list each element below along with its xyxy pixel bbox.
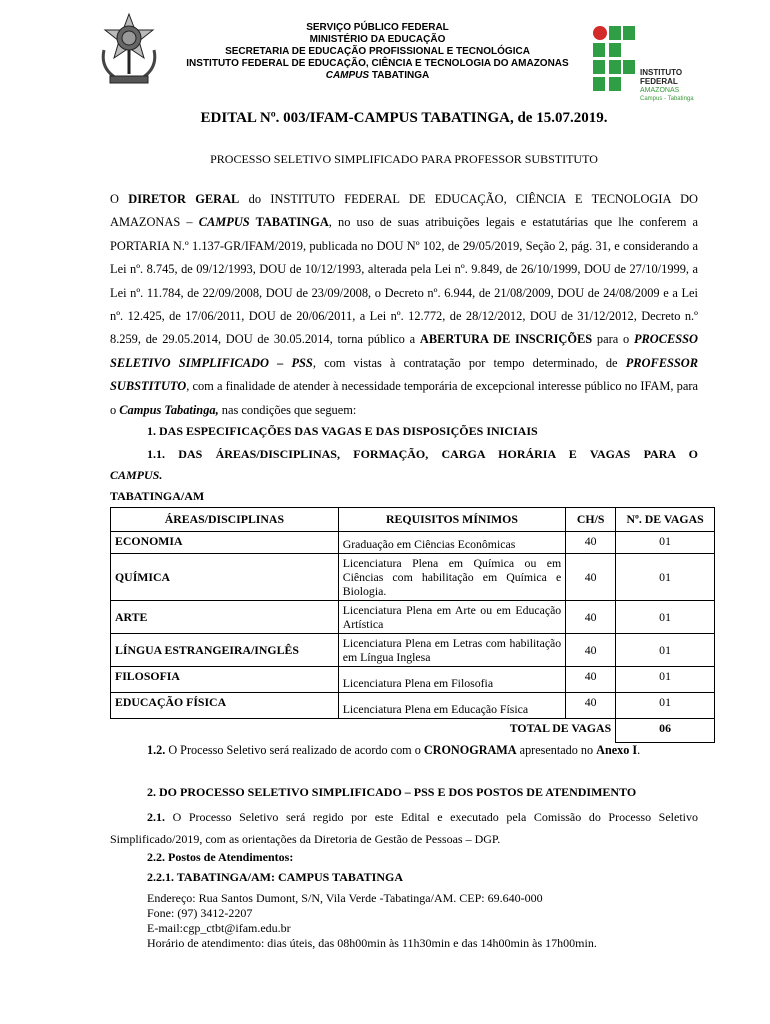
table-row bbox=[111, 667, 715, 693]
table-header: CH/S bbox=[566, 508, 616, 532]
table-cell-vagas: 01 bbox=[616, 693, 715, 719]
table-cell-vagas: 01 bbox=[616, 634, 715, 667]
table-header: ÁREAS/DISCIPLINAS bbox=[111, 508, 339, 532]
table-row bbox=[111, 634, 715, 667]
table-cell-vagas: 01 bbox=[616, 667, 715, 693]
table-cell-area: ARTE bbox=[111, 601, 339, 634]
table-row bbox=[111, 554, 715, 601]
table-cell-ch: 40 bbox=[566, 554, 616, 601]
item-2-2: 2.2. Postos de Atendimentos: bbox=[147, 850, 294, 864]
section2-heading: 2. DO PROCESSO SELETIVO SIMPLIFICADO – PSS E DOS POSTOS DE ATENDIMENTO bbox=[147, 785, 637, 799]
item-2-1: 2.1. O Processo Seletivo será regido por este Edital e executado pela Comissão do Processo Seletivo Simplificado/2019, com as orientações da Diretoria de Gestão de Pessoas – DGP. bbox=[110, 810, 698, 846]
table-header: REQUISITOS MÍNIMOS bbox=[338, 508, 566, 532]
logo-line2: AMAZONAS bbox=[640, 87, 680, 94]
table-cell-req: Licenciatura Plena em Educação Física bbox=[338, 693, 566, 719]
section1-sub11-campus: CAMPUS. bbox=[110, 468, 163, 482]
table-row bbox=[111, 601, 715, 634]
item-2-2-1: 2.2.1. TABATINGA/AM: CAMPUS TABATINGA bbox=[147, 870, 404, 884]
table-cell-vagas: 01 bbox=[616, 532, 715, 554]
vagas-table bbox=[110, 507, 715, 743]
table-cell-ch: 40 bbox=[566, 693, 616, 719]
table-cell-req: Licenciatura Plena em Arte ou em Educação Artística bbox=[338, 601, 566, 634]
header-line: MINISTÉRIO DA EDUCAÇÃO bbox=[309, 34, 446, 45]
header-line: SECRETARIA DE EDUCAÇÃO PROFISSIONAL E TECNOLÓGICA bbox=[225, 46, 530, 57]
section1-sub11: 1.1. DAS ÁREAS/DISCIPLINAS, FORMAÇÃO, CARGA HORÁRIA E VAGAS PARA O bbox=[147, 447, 698, 461]
table-cell-vagas: 01 bbox=[616, 554, 715, 601]
table-cell-vagas: 01 bbox=[616, 601, 715, 634]
table-cell-area: EDUCAÇÃO FÍSICA bbox=[111, 693, 339, 719]
table-cell-area: QUÍMICA bbox=[111, 554, 339, 601]
table-total-value: 06 bbox=[616, 719, 715, 743]
email-link[interactable]: E-mail:cgp_ctbt@ifam.edu.br bbox=[147, 921, 291, 935]
table-row bbox=[111, 693, 715, 719]
address: Endereço: Rua Santos Dumont, S/N, Vila Verde -Tabatinga/AM. CEP: 69.640-000 bbox=[147, 891, 543, 905]
table-total-label: TOTAL DE VAGAS bbox=[111, 719, 616, 743]
table-cell-req: Licenciatura Plena em Letras com habilitação em Língua Inglesa bbox=[338, 634, 566, 667]
if-logo-icon bbox=[592, 24, 636, 94]
header-line: SERVIÇO PÚBLICO FEDERAL bbox=[306, 22, 449, 33]
table-cell-area: ECONOMIA bbox=[111, 532, 339, 554]
table-cell-req: Licenciatura Plena em Química ou em Ciências com habilitação em Química e Biologia. bbox=[338, 554, 566, 601]
if-logo bbox=[592, 24, 722, 102]
header-line: INSTITUTO FEDERAL DE EDUCAÇÃO, CIÊNCIA E TECNOLOGIA DO AMAZONAS bbox=[186, 58, 569, 69]
header-campus-line: CAMPUS TABATINGA bbox=[325, 70, 430, 81]
table-cell-ch: 40 bbox=[566, 667, 616, 693]
contact-block bbox=[147, 891, 597, 951]
table-cell-area: LÍNGUA ESTRANGEIRA/INGLÊS bbox=[111, 634, 339, 667]
table-cell-ch: 40 bbox=[566, 634, 616, 667]
document-title: EDITAL Nº. 003/IFAM-CAMPUS TABATINGA, de 15.07.2019. bbox=[200, 110, 608, 126]
section1-location: TABATINGA/AM bbox=[110, 489, 205, 503]
logo-line1: INSTITUTO FEDERAL bbox=[640, 68, 683, 86]
document-subtitle: PROCESSO SELETIVO SIMPLIFICADO PARA PROFESSOR SUBSTITUTO bbox=[210, 152, 598, 166]
item-1-2: 1.2. O Processo Seletivo será realizado de acordo com o CRONOGRAMA apresentado no Anexo I. bbox=[147, 743, 641, 757]
section1-heading: 1. DAS ESPECIFICAÇÕES DAS VAGAS E DAS DISPOSIÇÕES INICIAIS bbox=[147, 424, 538, 438]
table-cell-req: Licenciatura Plena em Filosofia bbox=[338, 667, 566, 693]
table-total-row bbox=[111, 719, 715, 743]
table-cell-area: FILOSOFIA bbox=[111, 667, 339, 693]
intro-paragraph: O DIRETOR GERAL do INSTITUTO FEDERAL DE EDUCAÇÃO, CIÊNCIA E TECNOLOGIA DO AMAZONAS – CAMPUS TABATINGA, no uso de suas atribuições legais e estatutárias que lhe conferem a PORTARIA N.º 1.137-GR/IFAM/2019, publicada no DOU Nº 102, de 29/05/2019, Seção 2, pág. 31, e considerando a Lei nº. 8.745, de 09/12/1993, DOU de 10/12/1993, alterada pela Lei nº. 9.849, de 26/10/1999, DOU de 27/10/1999, a Lei nº. 11.784, de 22/09/2008, DOU de 23/09/2008, o Decreto nº. 6.944, de 21/08/2009, DOU de 24/08/2009 e a Lei nº. 12.425, de 17/06/2011, DOU de 20/06/2011, a Lei nº. 12.772, de 28/12/2012, DOU de 31/12/2012, Decreto n.º 8.259, de 29.05.2014, DOU de 30.05.2014, torna público a ABERTURA DE INSCRIÇÕES para o PROCESSO SELETIVO SIMPLIFICADO – PSS, com vistas à contratação por tempo determinado, de PROFESSOR SUBSTITUTO, com a finalidade de atender à necessidade temporária de excepcional interesse público no IFAM, para o Campus Tabatinga, nas condições que seguem: bbox=[110, 192, 698, 417]
table-cell-ch: 40 bbox=[566, 532, 616, 554]
table-row bbox=[111, 532, 715, 554]
header-block bbox=[150, 22, 605, 82]
table-header: Nº. DE VAGAS bbox=[616, 508, 715, 532]
phone: Fone: (97) 3412-2207 bbox=[147, 906, 253, 920]
service-hours: Horário de atendimento: dias úteis, das 08h00min às 11h30min e das 14h00min às 17h00min. bbox=[147, 936, 597, 950]
table-cell-ch: 40 bbox=[566, 601, 616, 634]
table-cell-req: Graduação em Ciências Econômicas bbox=[338, 532, 566, 554]
logo-line3: Campus - Tabatinga bbox=[640, 96, 694, 102]
